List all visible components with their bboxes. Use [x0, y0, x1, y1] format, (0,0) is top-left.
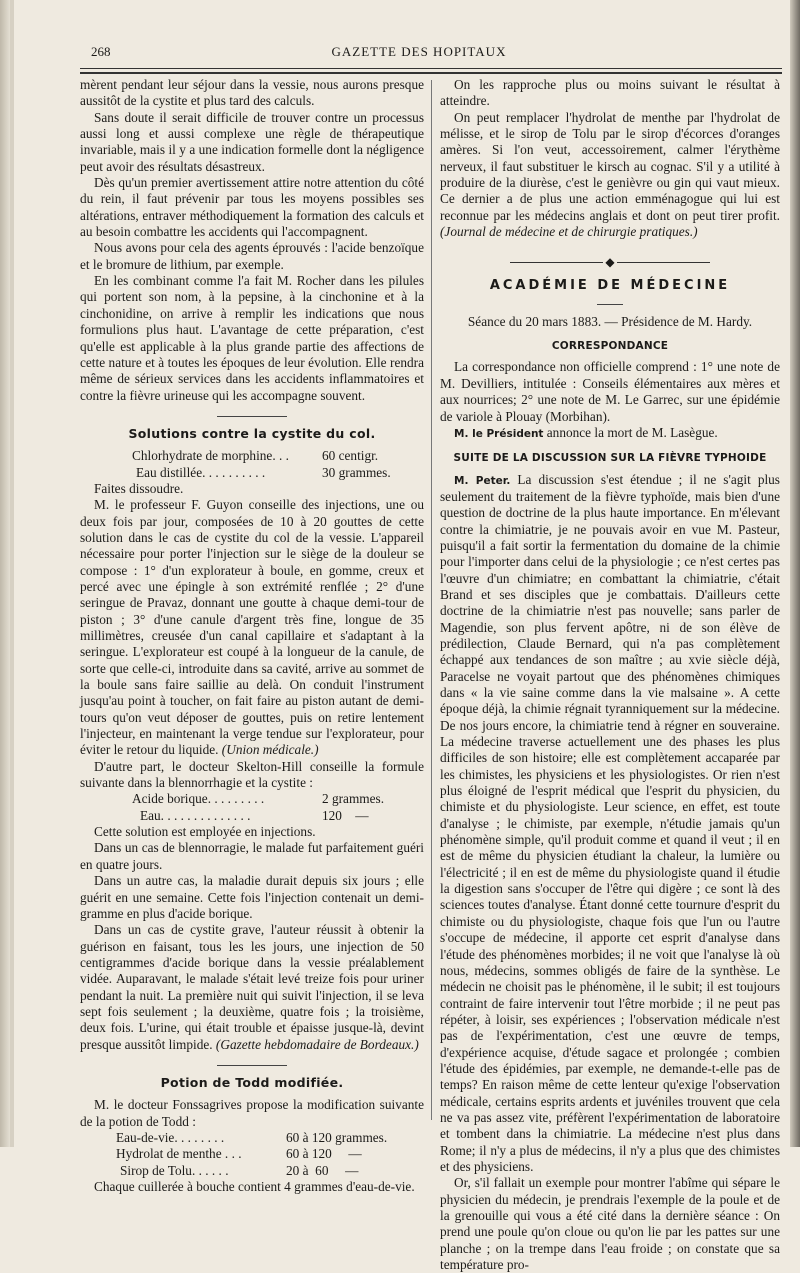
paragraph: Or, s'il fallait un exemple pour montrer l'abîme qui sépare le physicien du médecin, je prendrais l'exemple de la poule et de la grenouille qui vous a été cité dans la dernière séance : On prend une poule qu'on cloue ou qu'on lie par les pattes sur une planche ; on la trempe dans l'eau froide ; on constate que sa température pro-: [440, 1175, 780, 1273]
prescription-row: [132, 791, 424, 807]
header-rule-thin: [80, 68, 782, 69]
prescription-qty: 20 à 60 —: [286, 1162, 359, 1178]
page-edge-shadow: [10, 0, 14, 1147]
paragraph: La correspondance non officielle comprend : 1° une note de M. Devilliers, intitulée : Conseils élémentaires aux mères et aux nourrices; 2° une note de M. Le Garrec, sur une épidémie de variole à Plouay (Morbihan).: [440, 359, 780, 424]
section-ornament: [440, 256, 780, 268]
paragraph: D'autre part, le docteur Skelton-Hill conseille la formule suivante dans la blennorrhagie et la cystite :: [80, 758, 424, 791]
paragraph: M. le docteur Fonssagrives propose la modification suivante de la potion de Todd :: [80, 1097, 424, 1129]
speaker-peter: M. Peter.: [454, 474, 511, 487]
left-column: [80, 77, 424, 1195]
prescription-item: Eau-de-vie. . . . . . . .: [116, 1129, 225, 1145]
paragraph-text: La discussion s'est étendue ; il ne s'agit plus seulement du traitement de la fièvre typhoïde, mais bien d'une question de doctrine de la plus haute importance. En m'élevant contre la chimiatrie, je ne pouvais avoir en vue M. Pasteur, puisqu'il a fait sortir la fermentation du domaine de la chimie pour l'importer dans celui de la physiologie ; ce n'est certes pas l'œuvre d'un chimiatre; en combattant la chimiatrie, c'était Brand et ses disciples que je combattais. D'ailleurs cette doctrine de la chimiatrie n'est pas nouvelle; sans parler de Magendie, son plus fervent apôtre, ni de son élève de prédilection, Claude Bernard, qui n'a pas complètement échappé aux tendances de son maître ; au xvie siècle déjà, Paracelse ne voyait partout que des phénomènes chimiques dans « la vie saine comme dans la vie malsaine ». A cette époque déjà, la chimie régnait tyranniquement sur la médecine. De nos jours encore, la chimiatrie tend à régner en souveraine. La médecine traverse actuellement une des phases les plus difficiles de son histoire; elle est complètement accaparée par les chimistes, les physiciens et les physiologistes. Or rien n'est plus éloigné de l'esprit médical que l'esprit du physicien, du chimiste et du physiologiste. Leur science, en effet, est toute d'analyse ; le chimiste, par exemple, n'étudie jamais qu'un phénomène simple, qu'il produit comme et quand il veut ; il en est de même du physicien étudiant la chaleur, la lumière ou l'électricité ; il en est de même du physiologiste quand il étudie la digestion sans s'occuper de l'être qui digère ; ce sont là des sciences toutes d'analyse. Étant donné cette tournure d'esprit du chimiste ou du physiologiste, chaque fois que l'un ou l'autre s'occupe de médecine, il apporte cet esprit d'analyse dans l'étude des phénomènes morbides; il ne voit que l'analyse là où nous, médecins, sommes obligés de faire de la synthèse. Le médecin ne choisit pas le phénomène, il le subit; il est toujours contraint de faire intervenir tout l'être morbide ; il ne peut pas répéter, à loisir, ses expériences ; l'observation médicale n'est pas de l'expérimentation, c'est une œuvre de temps, d'expérience acquise, d'étude sagace et prolongée ; combien l'étude des épidémies, par exemple, ne demande-t-elle pas de temps? En raison même de cette lenteur qu'exige l'observation médicale, certains esprits ardents et juvéniles trouvent que cela ne va pas assez vite, préfèrent l'expérimentation de laboratoire et tombent dans la chimiatrie. La médecine n'est plus dans Rome; il n'y a plus de médecins, il n'y a plus que des chimistes et des physiciens.: [440, 471, 780, 1174]
prescription-3: [80, 1130, 424, 1179]
column-separator: [431, 80, 432, 1120]
paragraph-text: Dans un cas de cystite grave, l'auteur réussit à obtenir la guérison en faisant, tous les les jours, une injection de 50 centigrammes d'acide borique dans la vessie préalablement vidée. Auparavant, le malade s'était levé treize fois pour uriner pendant la nuit. La première nuit qui suivit l'injection, il se leva sept fois seulement ; la deuxième, quatre fois ; la troisième, deux fois. L'urine, qui était trouble et épaisse jusque-là, devint presque aussitôt limpide.: [80, 922, 424, 1052]
source-citation: (Journal de médecine et de chirurgie pratiques.): [440, 224, 698, 240]
paragraph: Cette solution est employée en injections.: [94, 824, 316, 840]
paragraph-text: annonce la mort de M. Lasègue.: [543, 424, 718, 440]
page-edge-right: [790, 0, 800, 1147]
prescription-1: [80, 448, 424, 481]
prescription-item: Sirop de Tolu. . . . . .: [120, 1162, 229, 1178]
paragraph: [80, 922, 424, 1053]
section-title-cystite: Solutions contre la cystite du col.: [128, 425, 376, 441]
paragraph-text: On peut remplacer l'hydrolat de menthe par l'hydrolat de mélisse, et le sirop de Tolu par le sirop d'écorces d'oranges amères. Si l'on veut, accessoirement, calmer l'érythème nerveux, il faut substituer le kirsch au cognac. S'il y a utilité à produire de la diurèse, c'est le genièvre ou gin qui vaut mieux. Ce dernier a de plus une action emménagogue qui lui est reconnue par les médecins anglais et dont on peut tirer profit.: [440, 109, 780, 223]
source-citation: (Union médicale.): [221, 742, 319, 758]
paragraph: Dès qu'un premier avertissement attire notre attention du côté du rein, il faut prévenir par tous les moyens possibles ses altérations, entraver méthodiquement la formation des calculs et au besoin combattre les accidents qui l'accompagnent.: [80, 175, 424, 240]
correspondance-heading: CORRESPONDANCE: [551, 340, 669, 353]
ornament-diamond-icon: ◆: [605, 255, 615, 270]
prescription-qty: 60 à 120 grammes.: [286, 1129, 388, 1145]
paragraph: Faites dissoudre.: [94, 480, 184, 496]
paragraph-text: M. le professeur F. Guyon conseille des injections, une ou deux fois par jour, composées de 10 à 20 gouttes de cette solution dans le cas de cystite du col de la vessie. L'appareil nécessaire pour porter l'injection sur le siège de la douleur se compose : 1° d'un explorateur à boule, en gomme, creux et percé avec une épingle à son extrémité renflée ; 2° d'une seringue de Pravaz, donnant une goutte à chaque demi-tour de piston ; 3° d'une canule d'argent très fine, longue de 35 millimètres, creusée d'un canal capillaire et s'adaptant à la seringue. L'explorateur est coupé à la longueur de la canule, de sorte que celle-ci, introduite dans sa cavité, arrive au sommet de la boule sans faire saillie au delà. On conduit l'instrument jusqu'au point à toucher, on fait faire au piston autant de demi-tours qu'on veut déposer de gouttes, puis on retire lentement l'injecteur, en maintenant la verge tendue sur l'explorateur, pour éviter le retour du liquide.: [80, 497, 424, 758]
paragraph: On les rapproche plus ou moins suivant le résultat à atteindre.: [440, 77, 780, 109]
page-edge-left: [0, 0, 10, 1147]
heading-rule: [597, 304, 623, 305]
page-number: 268: [91, 44, 111, 59]
right-column: [440, 77, 780, 1273]
prescription-item: Chlorhydrate de morphine. . .: [132, 448, 289, 464]
page-header: [76, 44, 762, 64]
paragraph: Nous avons pour cela des agents éprouvés : l'acide benzoïque et le bromure de lithium, par exemple.: [80, 240, 424, 272]
journal-title: GAZETTE DES HOPITAUX: [331, 44, 507, 59]
paragraph: [440, 425, 780, 442]
seance-line: Séance du 20 mars 1883. — Présidence de M. Hardy.: [467, 313, 753, 329]
prescription-row: [132, 465, 424, 481]
section-rule: [217, 416, 287, 417]
paragraph: Dans un autre cas, la maladie durait depuis six jours ; elle guérit en une semaine. Cette fois l'injection contenait un demi-gramme en plus d'acide borique.: [80, 873, 424, 921]
paragraph: [440, 110, 780, 241]
paragraph: Dans un cas de blennorragie, le malade fut parfaitement guéri en quatre jours.: [80, 840, 424, 872]
discussion-heading: SUITE DE LA DISCUSSION SUR LA FIÈVRE TYPHOIDE: [453, 452, 767, 465]
prescription-2: [80, 791, 424, 824]
prescription-qty: 60 à 120 —: [286, 1146, 362, 1162]
prescription-row: [132, 808, 424, 824]
source-citation: (Gazette hebdomadaire de Bordeaux.): [215, 1036, 419, 1052]
section-title-todd: Potion de Todd modifiée.: [160, 1074, 344, 1090]
header-rule-thick: [80, 72, 782, 74]
paragraph: [440, 472, 780, 1176]
prescription-qty: 60 centigr.: [322, 448, 379, 464]
prescription-qty: 30 grammes.: [322, 464, 391, 480]
prescription-row: [116, 1130, 424, 1146]
prescription-row: [132, 448, 424, 464]
prescription-item: Acide borique. . . . . . . . .: [132, 791, 265, 807]
prescription-qty: 2 grammes.: [322, 791, 385, 807]
prescription-row: [116, 1163, 424, 1179]
section-rule: [217, 1065, 287, 1066]
paragraph: Chaque cuillerée à bouche contient 4 grammes d'eau-de-vie.: [94, 1179, 415, 1194]
paragraph: mèrent pendant leur séjour dans la vessie, nous aurons presque aussitôt de la cystite et plus tard des calculs.: [80, 77, 424, 109]
paragraph: Sans doute il serait difficile de trouver contre un processus aussi long et aussi complexe une règle de thérapeutique invariable, mais il y a une indication formelle dont la négligence peut avoir des résultats désastreux.: [80, 109, 424, 174]
prescription-qty: 120 —: [322, 807, 369, 823]
paragraph: [80, 497, 424, 759]
academie-heading: ACADÉMIE DE MÉDECINE: [489, 278, 731, 294]
prescription-item: Hydrolat de menthe . . .: [116, 1146, 242, 1162]
prescription-item: Eau distillée. . . . . . . . . .: [136, 464, 266, 480]
prescription-item: Eau. . . . . . . . . . . . . .: [140, 807, 251, 823]
paragraph: En les combinant comme l'a fait M. Rocher dans les pilules qui portent son nom, à la pepsine, à la cinchonine et à la cinchonidine, on arrive à remplir les indications que nous formulions plus haut. L'avantage de cette préparation, c'est qu'elle est applicable à la plus grande partie des affections de cette nature et à toutes les époques de leur évolution. Elle rendra même de sérieux services dans les accidents inflammatoires et contre la fièvre urineuse qui les accompagne souvent.: [80, 273, 424, 403]
prescription-row: [116, 1146, 424, 1162]
speaker-president: M. le Président: [454, 427, 544, 440]
